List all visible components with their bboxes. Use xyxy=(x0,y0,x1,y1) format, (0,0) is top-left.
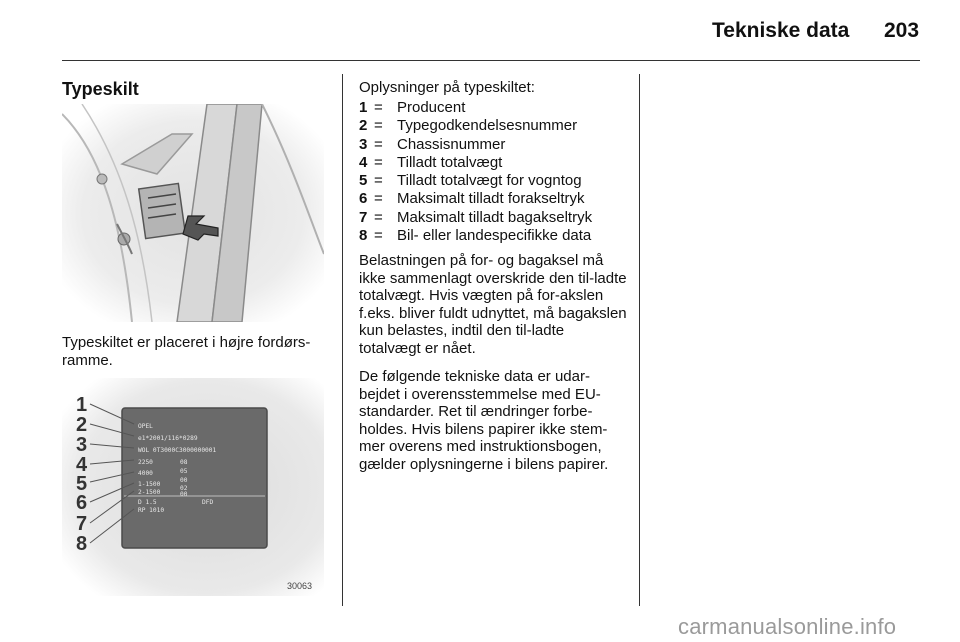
legend-item xyxy=(359,117,629,135)
legend-text: Maksimalt tilladt forakseltryk xyxy=(397,190,585,208)
plate-line-5: 4000 xyxy=(138,470,153,477)
legend-item xyxy=(359,190,629,208)
callout-2: 2 xyxy=(76,414,88,436)
legend-item xyxy=(359,172,629,190)
legend-equals: = xyxy=(374,153,383,171)
header-title: Tekniske data xyxy=(712,19,850,42)
plate-line-7: 2-1500 xyxy=(138,489,161,496)
callout-7: 7 xyxy=(76,513,88,535)
legend-item xyxy=(359,99,629,117)
plate-right-value-5: 00 xyxy=(180,491,188,498)
legend-item xyxy=(359,154,629,172)
type-plate-illustration xyxy=(62,378,324,596)
plate-right-value-4: 02 xyxy=(180,485,188,492)
section-title: Typeskilt xyxy=(62,79,139,99)
figure-code: 30063 xyxy=(287,581,313,591)
plate-line-1: OPEL xyxy=(138,423,153,430)
legend-item xyxy=(359,209,629,227)
legend-number: 8 xyxy=(359,227,368,245)
callout-8: 8 xyxy=(76,533,88,555)
legend-equals: = xyxy=(374,172,383,190)
callout-5: 5 xyxy=(76,473,88,495)
plate-right-value-3: 00 xyxy=(180,477,188,484)
plate-right-value-2: 05 xyxy=(180,468,188,475)
legend-number: 1 xyxy=(359,99,368,116)
legend-number: 3 xyxy=(359,135,368,153)
legend-equals: = xyxy=(374,99,383,116)
plate-line-6: 1-1500 xyxy=(138,481,161,488)
legend-text: Typegodkendelsesnummer xyxy=(397,117,578,135)
legend-equals: = xyxy=(374,117,383,135)
figure-caption: Typeskiltet er placeret i højre fordørs-ramme. xyxy=(62,334,311,369)
legend-equals: = xyxy=(374,208,383,226)
plate-footer: D 1.5 xyxy=(138,499,157,506)
page-number: 203 xyxy=(884,19,920,42)
plate-line-2: e1*2001/116*0289 xyxy=(138,435,198,442)
legend-text: Tilladt totalvægt for vogntog xyxy=(397,172,582,190)
legend-text: Tilladt totalvægt xyxy=(397,153,503,171)
legend-text: Maksimalt tilladt bagakseltryk xyxy=(397,208,593,226)
callout-3: 3 xyxy=(76,434,88,456)
plate-footer-mid: DFD xyxy=(202,499,214,506)
legend-item xyxy=(359,136,629,154)
plate-line-3: WOL 0T3000C3000000001 xyxy=(138,447,217,454)
legend-equals: = xyxy=(374,190,383,208)
legend-number: 7 xyxy=(359,208,368,226)
legend-number: 4 xyxy=(359,153,368,171)
callout-4: 4 xyxy=(76,454,88,476)
legend-number: 6 xyxy=(359,190,368,208)
watermark: carmanualsonline.info xyxy=(678,614,897,639)
door-pillar-illustration xyxy=(62,104,324,322)
callout-1: 1 xyxy=(76,394,88,416)
page-header xyxy=(0,0,960,60)
paragraph-eu-standards: De følgende tekniske data er udar-bejdet i overensstemmelse med EU-standarder. Ret til ændringer forbe-holdes. Hvis bilens papirer ikke stem-mer overens med instruktionsbogen, gælder oplysningerne i bilens papirer. xyxy=(359,368,609,473)
legend-text: Producent xyxy=(397,99,466,116)
legend-item xyxy=(359,227,629,245)
legend-equals: = xyxy=(374,227,383,245)
legend-intro: Oplysninger på typeskiltet: xyxy=(359,79,535,96)
plate-right-value-1: 08 xyxy=(180,459,188,466)
legend-equals: = xyxy=(374,135,383,153)
plate-line-4: 2250 xyxy=(138,459,153,466)
paragraph-axle-load: Belastningen på for- og bagaksel må ikke sammenlagt overskride den til-ladte totalvægt. Hvis vægten på for-akslen f.eks. bliver fuldt udnyttet, må bagakslen kun belastes, indtil den til-ladte totalvægt er nået. xyxy=(359,252,627,357)
legend-number: 5 xyxy=(359,172,368,190)
legend-number: 2 xyxy=(359,117,368,135)
legend-list xyxy=(359,99,629,245)
legend-text: Bil- eller landespecifikke data xyxy=(397,227,592,245)
callout-6: 6 xyxy=(76,492,88,514)
column-divider-right xyxy=(639,74,640,606)
header-rule xyxy=(62,60,920,61)
plate-footer-code: RP 1010 xyxy=(138,507,165,514)
column-divider-left xyxy=(342,74,343,606)
legend-text: Chassisnummer xyxy=(397,135,506,153)
